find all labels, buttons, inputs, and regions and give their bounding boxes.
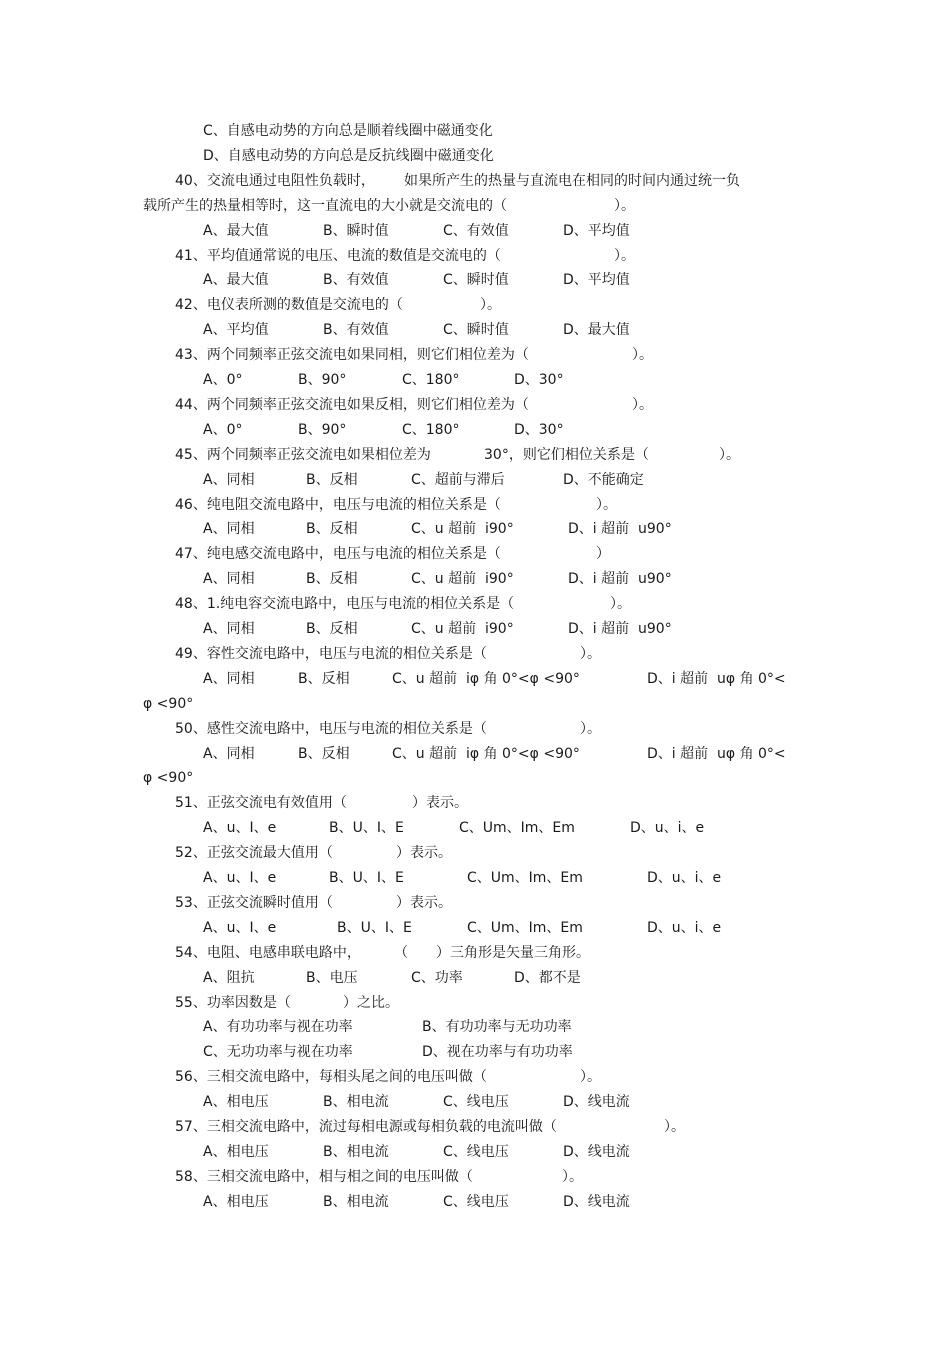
- text-segment: D、u、i、e: [647, 920, 722, 936]
- text-segment: 41、平均值通常说的电压、电流的数值是交流电的（: [175, 248, 501, 264]
- text-segment: 57、三相交流电路中，流过每相电源或每相负载的电流叫做（: [175, 1119, 557, 1135]
- text-segment: C、超前与滞后: [411, 472, 505, 488]
- text-segment: C、瞬时值: [443, 322, 509, 338]
- text-segment: C、瞬时值: [443, 272, 509, 288]
- text-segment: C、180°: [402, 372, 460, 388]
- text-segment: ）。: [610, 596, 631, 612]
- text-segment: C、Um、Im、Em: [467, 870, 583, 886]
- text-segment: 49、容性交流电路中，电压与电流的相位关系是（: [175, 646, 487, 662]
- text-segment: C、u 超前 i90°: [411, 621, 514, 637]
- text-segment: ）。: [664, 1119, 685, 1135]
- text-segment: A、同相: [203, 472, 255, 488]
- text-segment: D、i 超前 uφ 角 0°<: [647, 671, 786, 687]
- text-segment: A、同相: [203, 571, 255, 587]
- text-segment: B、90°: [298, 372, 347, 388]
- text-segment: A、同相: [203, 746, 255, 762]
- text-segment: B、相电流: [323, 1144, 389, 1160]
- text-segment: ）。: [614, 248, 635, 264]
- text-segment: B、反相: [298, 671, 350, 687]
- text-segment: D、30°: [514, 372, 564, 388]
- text-segment: D、平均值: [563, 272, 630, 288]
- text-segment: （: [394, 945, 408, 961]
- text-segment: B、反相: [306, 472, 358, 488]
- text-segment: B、电压: [306, 970, 358, 986]
- text-segment: 58、三相交流电路中，相与相之间的电压叫做（: [175, 1169, 473, 1185]
- text-segment: D、都不是: [514, 970, 581, 986]
- text-segment: ）。: [596, 497, 617, 513]
- text-segment: ）。: [580, 721, 601, 737]
- text-segment: 52、正弦交流最大值用（: [175, 845, 333, 861]
- text-segment: ）。: [719, 447, 740, 463]
- text-segment: ）。: [632, 347, 653, 363]
- text-segment: C、线电压: [443, 1194, 509, 1210]
- text-segment: C、线电压: [443, 1094, 509, 1110]
- text-segment: D、线电流: [563, 1194, 630, 1210]
- text-segment: A、相电压: [203, 1194, 269, 1210]
- text-segment: D、i 超前 u90°: [568, 521, 672, 537]
- text-segment: D、u、i、e: [647, 870, 722, 886]
- text-segment: C、u 超前 iφ 角 0°<φ <90°: [392, 746, 580, 762]
- text-segment: ）。: [480, 297, 501, 313]
- text-segment: A、相电压: [203, 1094, 269, 1110]
- text-segment: B、U、I、E: [329, 820, 404, 836]
- text-segment: A、0°: [203, 372, 243, 388]
- text-segment: D、i 超前 u90°: [568, 571, 672, 587]
- text-segment: C、u 超前 iφ 角 0°<φ <90°: [392, 671, 580, 687]
- text-segment: ）。: [614, 198, 635, 214]
- text-segment: D、不能确定: [563, 472, 644, 488]
- text-segment: ）之比。: [343, 995, 399, 1011]
- text-segment: 43、两个同频率正弦交流电如果同相，则它们相位差为（: [175, 347, 529, 363]
- text-segment: 如果所产生的热量与直流电在相同的时间内通过统一负: [404, 173, 740, 189]
- text-segment: A、最大值: [203, 272, 269, 288]
- text-segment: A、同相: [203, 671, 255, 687]
- text-segment: 30°，则它们相位关系是（: [484, 447, 649, 463]
- text-segment: ）。: [632, 397, 653, 413]
- text-segment: B、反相: [306, 621, 358, 637]
- text-segment: A、u、I、e: [203, 920, 277, 936]
- text-segment: B、瞬时值: [323, 223, 389, 239]
- text-segment: C、有效值: [443, 223, 509, 239]
- text-segment: 50、感性交流电路中，电压与电流的相位关系是（: [175, 721, 487, 737]
- text-segment: 51、正弦交流电有效值用（: [175, 795, 347, 811]
- text-segment: 54、电阻、电感串联电路中，: [175, 945, 361, 961]
- text-segment: B、有效值: [323, 322, 389, 338]
- text-segment: D、i 超前 uφ 角 0°<: [647, 746, 786, 762]
- text-segment: C、无功功率与视在功率: [203, 1044, 353, 1060]
- text-segment: 45、两个同频率正弦交流电如果相位差为: [175, 447, 431, 463]
- text-segment: A、0°: [203, 422, 243, 438]
- text-segment: B、相电流: [323, 1094, 389, 1110]
- text-segment: φ <90°: [143, 696, 194, 712]
- text-segment: B、相电流: [323, 1194, 389, 1210]
- text-segment: C、u 超前 i90°: [411, 521, 514, 537]
- text-segment: C、Um、Im、Em: [467, 920, 583, 936]
- text-segment: 载所产生的热量相等时，这一直流电的大小就是交流电的（: [143, 198, 507, 214]
- text-segment: B、U、I、E: [329, 870, 404, 886]
- text-segment: C、线电压: [443, 1144, 509, 1160]
- text-segment: B、90°: [298, 422, 347, 438]
- text-segment: A、阻抗: [203, 970, 255, 986]
- text-segment: C、u 超前 i90°: [411, 571, 514, 587]
- text-segment: ）表示。: [396, 845, 452, 861]
- text-segment: A、同相: [203, 521, 255, 537]
- text-segment: C、自感电动势的方向总是顺着线圈中磁通变化: [203, 123, 493, 139]
- text-segment: ）。: [580, 646, 601, 662]
- text-segment: 42、电仪表所测的数值是交流电的（: [175, 297, 403, 313]
- text-segment: 55、功率因数是（: [175, 995, 291, 1011]
- text-segment: B、反相: [306, 521, 358, 537]
- text-segment: D、30°: [514, 422, 564, 438]
- text-segment: 56、三相交流电路中，每相头尾之间的电压叫做（: [175, 1069, 487, 1085]
- text-segment: C、功率: [411, 970, 463, 986]
- text-segment: D、自感电动势的方向总是反抗线圈中磁通变化: [203, 148, 494, 164]
- text-segment: φ <90°: [143, 770, 194, 786]
- text-segment: D、线电流: [563, 1094, 630, 1110]
- text-segment: A、平均值: [203, 322, 269, 338]
- text-segment: B、反相: [298, 746, 350, 762]
- text-segment: ）表示。: [412, 795, 468, 811]
- text-segment: 44、两个同频率正弦交流电如果反相，则它们相位差为（: [175, 397, 529, 413]
- text-segment: B、有功功率与无功功率: [422, 1019, 572, 1035]
- text-segment: 46、纯电阻交流电路中，电压与电流的相位关系是（: [175, 497, 501, 513]
- text-segment: ）表示。: [396, 895, 452, 911]
- text-segment: A、u、I、e: [203, 820, 277, 836]
- text-segment: ）。: [562, 1169, 583, 1185]
- text-segment: D、视在功率与有功功率: [422, 1044, 573, 1060]
- text-segment: 53、正弦交流瞬时值用（: [175, 895, 333, 911]
- text-segment: 40、交流电通过电阻性负载时，: [175, 173, 375, 189]
- text-segment: D、平均值: [563, 223, 630, 239]
- text-segment: B、U、I、E: [337, 920, 412, 936]
- text-segment: D、线电流: [563, 1144, 630, 1160]
- text-segment: ）。: [580, 1069, 601, 1085]
- text-segment: D、u、i、e: [630, 820, 705, 836]
- text-segment: A、有功功率与视在功率: [203, 1019, 353, 1035]
- text-segment: C、180°: [402, 422, 460, 438]
- text-segment: A、u、I、e: [203, 870, 277, 886]
- text-segment: B、反相: [306, 571, 358, 587]
- text-segment: D、最大值: [563, 322, 630, 338]
- text-segment: 48、1.纯电容交流电路中，电压与电流的相位关系是（: [175, 596, 515, 612]
- text-segment: 47、纯电感交流电路中，电压与电流的相位关系是（: [175, 546, 501, 562]
- text-segment: A、相电压: [203, 1144, 269, 1160]
- text-segment: D、i 超前 u90°: [568, 621, 672, 637]
- text-segment: A、最大值: [203, 223, 269, 239]
- text-segment: A、同相: [203, 621, 255, 637]
- text-segment: C、Um、Im、Em: [459, 820, 575, 836]
- text-segment: B、有效值: [323, 272, 389, 288]
- text-segment: ）: [596, 546, 610, 562]
- text-segment: ）三角形是矢量三角形。: [436, 945, 590, 961]
